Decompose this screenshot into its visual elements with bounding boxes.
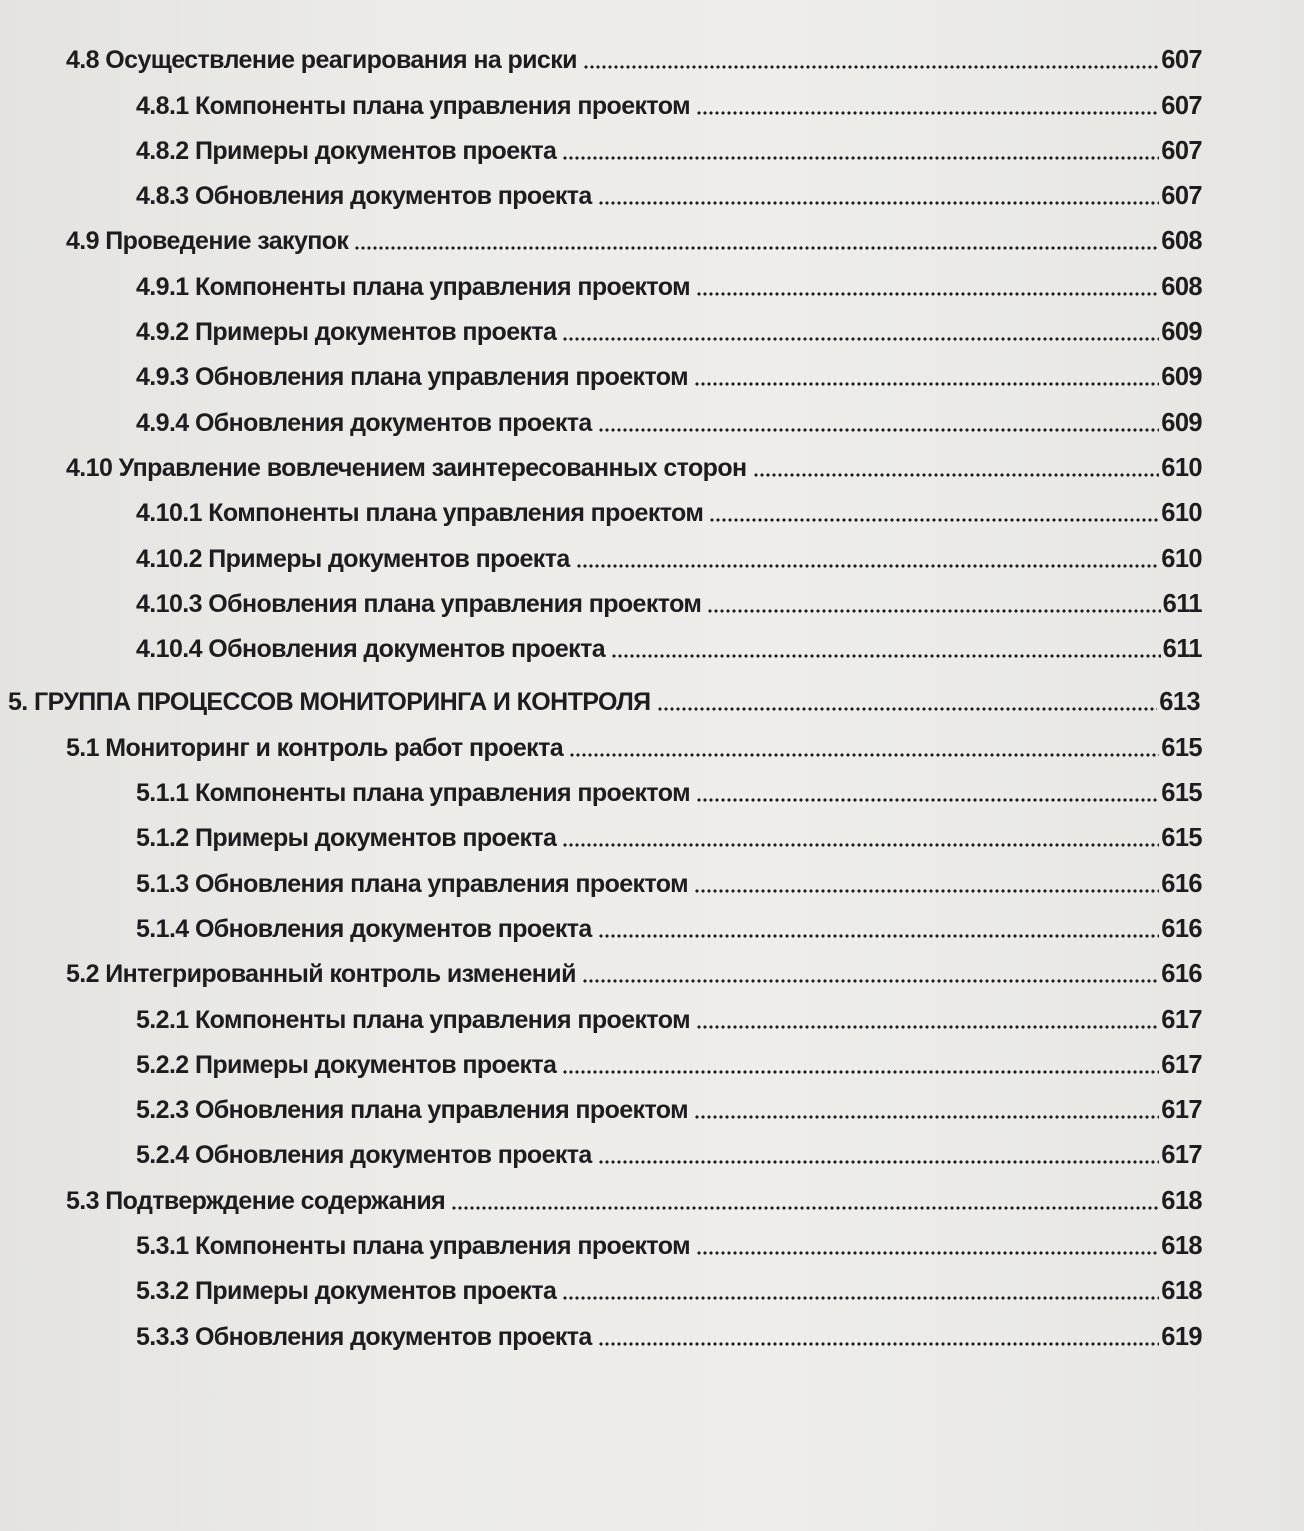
toc-page-number: 607 <box>1161 91 1202 120</box>
toc-page-number: 616 <box>1161 869 1202 898</box>
toc-entry-title: 5.1.1 Компоненты плана управления проектом <box>136 779 690 808</box>
toc-entry-title: 4.9.1 Компоненты плана управления проектом <box>136 272 690 301</box>
toc-entry <box>0 1310 1304 1355</box>
toc-dot-leader <box>696 111 1159 115</box>
toc-dot-leader <box>696 1025 1159 1029</box>
toc-dot-leader <box>611 654 1161 658</box>
toc-entry <box>0 767 1304 812</box>
toc-dot-leader <box>582 979 1159 983</box>
toc-entry-title: 5.2.2 Примеры документов проекта <box>136 1050 557 1079</box>
toc-entry <box>0 948 1304 993</box>
toc-page-number: 616 <box>1161 960 1202 989</box>
toc-page-number: 609 <box>1161 318 1202 347</box>
toc-entry-title: 5.3.2 Примеры документов проекта <box>136 1277 557 1306</box>
toc-page-number: 613 <box>1159 688 1200 717</box>
toc-page-number: 615 <box>1161 824 1202 853</box>
toc-page-number: 617 <box>1161 1096 1202 1125</box>
toc-dot-leader <box>598 934 1160 938</box>
toc-dot-leader <box>562 337 1159 341</box>
toc-entry <box>0 578 1304 623</box>
toc-entry-title: 4.9.3 Обновления плана управления проектом <box>136 363 689 392</box>
toc-page-number: 608 <box>1161 272 1202 301</box>
toc-dot-leader <box>709 518 1159 522</box>
toc-dot-leader <box>707 609 1160 613</box>
toc-entry <box>0 532 1304 577</box>
toc-entry-title: 4.10 Управление вовлечением заинтересованных сторон <box>66 453 747 482</box>
toc-entry <box>0 442 1304 487</box>
toc-page-number: 609 <box>1161 408 1202 437</box>
toc-entry-title: 5.2 Интегрированный контроль изменений <box>66 960 576 989</box>
toc-dot-leader <box>657 707 1158 711</box>
toc-entry-title: 5.2.1 Компоненты плана управления проектом <box>136 1005 690 1034</box>
toc-entry <box>0 487 1304 532</box>
toc-dot-leader <box>562 156 1159 160</box>
toc-dot-leader <box>583 65 1159 69</box>
toc-entry <box>0 34 1304 79</box>
toc-entry <box>0 857 1304 902</box>
toc-page-number: 617 <box>1161 1005 1202 1034</box>
toc-entry-title: 5.3.3 Обновления документов проекта <box>136 1322 592 1351</box>
toc-entry-title: 4.10.4 Обновления документов проекта <box>136 635 606 664</box>
toc-entry <box>0 1220 1304 1265</box>
toc-entry-title: 4.10.1 Компоненты плана управления проектом <box>136 499 704 528</box>
toc-entry-title: 5.1.2 Примеры документов проекта <box>136 824 557 853</box>
toc-dot-leader <box>598 1160 1160 1164</box>
toc-page-number: 618 <box>1161 1277 1202 1306</box>
toc-page-number: 607 <box>1161 182 1202 211</box>
toc-entry <box>0 1039 1304 1084</box>
toc-entry <box>0 1084 1304 1129</box>
toc-entry <box>0 993 1304 1038</box>
toc-page-number: 609 <box>1161 363 1202 392</box>
toc-entry-title: 4.8 Осуществление реагирования на риски <box>66 46 577 75</box>
toc-dot-leader <box>451 1206 1159 1210</box>
toc-page-number: 610 <box>1161 544 1202 573</box>
toc-dot-leader <box>569 753 1159 757</box>
toc-entry <box>0 306 1304 351</box>
toc-page-number: 617 <box>1161 1141 1202 1170</box>
toc-page-number: 617 <box>1161 1050 1202 1079</box>
toc-page-number: 611 <box>1162 635 1202 664</box>
toc-entry-title: 4.10.3 Обновления плана управления проектом <box>136 589 702 618</box>
toc-page-number: 619 <box>1161 1322 1202 1351</box>
toc-entry <box>0 903 1304 948</box>
toc-entry-title: 5.2.4 Обновления документов проекта <box>136 1141 592 1170</box>
toc-entry-title: 5.1 Мониторинг и контроль работ проекта <box>66 733 564 762</box>
toc-entry <box>0 396 1304 441</box>
toc-dot-leader <box>562 1296 1159 1300</box>
toc-entry-title: 4.9 Проведение закупок <box>66 227 349 256</box>
toc-page-number: 615 <box>1161 733 1202 762</box>
toc-dot-leader <box>598 201 1160 205</box>
toc-entry-title: 5.1.3 Обновления плана управления проектом <box>136 869 689 898</box>
toc-entry-title: 4.8.3 Обновления документов проекта <box>136 182 592 211</box>
toc-entry <box>0 1129 1304 1174</box>
toc-entry <box>0 1265 1304 1310</box>
toc-dot-leader <box>696 1251 1159 1255</box>
toc-entry <box>0 1174 1304 1219</box>
toc-entry-title: 4.9.4 Обновления документов проекта <box>136 408 592 437</box>
toc-dot-leader <box>598 428 1160 432</box>
toc-entry <box>0 623 1304 668</box>
toc-entry <box>0 812 1304 857</box>
toc-dot-leader <box>753 473 1160 477</box>
toc-dot-leader <box>694 382 1159 386</box>
toc-entry <box>0 170 1304 215</box>
toc-entry-title: 5.1.4 Обновления документов проекта <box>136 914 592 943</box>
toc-page-number: 608 <box>1161 227 1202 256</box>
toc-entry <box>0 215 1304 260</box>
toc-page-number: 618 <box>1161 1232 1202 1261</box>
toc-entry-title: 4.8.1 Компоненты плана управления проектом <box>136 91 690 120</box>
toc-dot-leader <box>562 843 1159 847</box>
table-of-contents <box>0 34 1304 1356</box>
toc-dot-leader <box>576 564 1160 568</box>
toc-page-number: 610 <box>1161 453 1202 482</box>
toc-dot-leader <box>696 798 1159 802</box>
toc-dot-leader <box>694 1115 1159 1119</box>
toc-entry <box>0 351 1304 396</box>
toc-entry <box>0 260 1304 305</box>
toc-entry-title: 5.3 Подтверждение содержания <box>66 1186 446 1215</box>
toc-page-number: 611 <box>1162 589 1202 618</box>
toc-page-number: 615 <box>1161 779 1202 808</box>
toc-dot-leader <box>354 246 1159 250</box>
toc-entry-title: 5.3.1 Компоненты плана управления проектом <box>136 1232 690 1261</box>
toc-entry-title: 4.8.2 Примеры документов проекта <box>136 136 557 165</box>
toc-dot-leader <box>598 1342 1160 1346</box>
toc-dot-leader <box>696 292 1159 296</box>
toc-entry <box>0 676 1304 721</box>
toc-entry <box>0 721 1304 766</box>
toc-page-number: 618 <box>1161 1186 1202 1215</box>
toc-page-number: 607 <box>1161 136 1202 165</box>
toc-page-number: 610 <box>1161 499 1202 528</box>
toc-entry-title: 5. ГРУППА ПРОЦЕССОВ МОНИТОРИНГА И КОНТРОЛЯ <box>8 688 651 717</box>
toc-page-number: 616 <box>1161 914 1202 943</box>
toc-entry <box>0 125 1304 170</box>
toc-entry-title: 5.2.3 Обновления плана управления проектом <box>136 1096 689 1125</box>
toc-page-number: 607 <box>1161 46 1202 75</box>
toc-entry <box>0 79 1304 124</box>
toc-dot-leader <box>694 889 1159 893</box>
toc-dot-leader <box>562 1070 1159 1074</box>
toc-entry-title: 4.9.2 Примеры документов проекта <box>136 318 557 347</box>
toc-entry-title: 4.10.2 Примеры документов проекта <box>136 544 570 573</box>
